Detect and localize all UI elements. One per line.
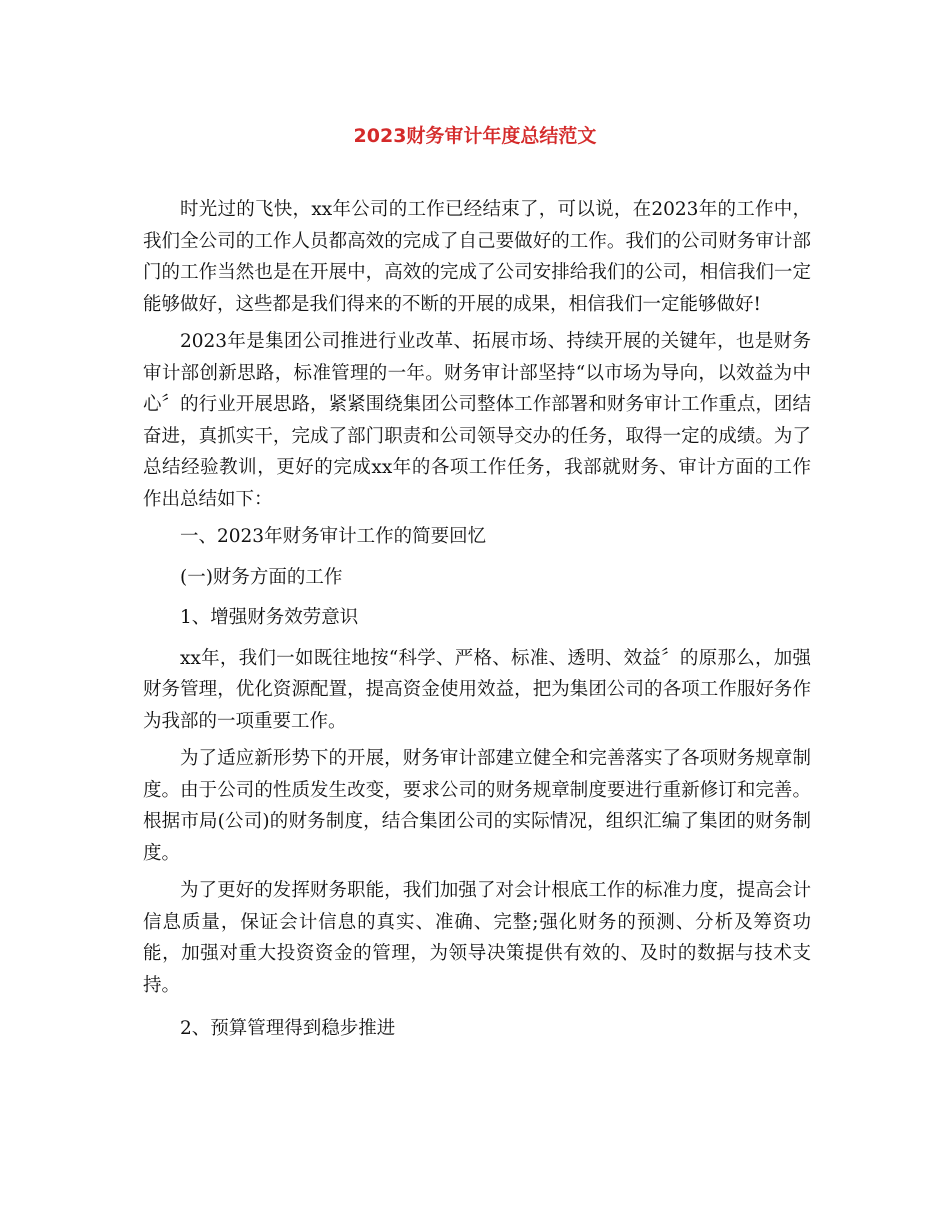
paragraph-regulations: 为了适应新形势下的开展，财务审计部建立健全和完善落实了各项财务规章制度。由于公司的性质发生改变，要求公司的财务规章制度要进行重新修订和完善。根据市局(公司)的财务制度，结合集团公司的实际情况，组织汇编了集团的财务制度。 <box>143 748 811 864</box>
item-heading-budget: 2、预算管理得到稳步推进 <box>180 1018 396 1039</box>
paragraph-overview: 2023年是集团公司推进行业改革、拓展市场、持续开展的关键年，也是财务审计部创新思路，标准管理的一年。财务审计部坚持“以市场为导向，以效益为中心〞的行业开展思路，紧紧围绕集团公司整体工作部署和财务审计工作重点，团结奋进，真抓实干，完成了部门职责和公司领导交办的任务，取得一定的成绩。为了总结经验教训，更好的完成xx年的各项工作任务，我部就财务、审计方面的工作作出总结如下： <box>143 331 811 510</box>
paragraph-intro: 时光过的飞快，xx年公司的工作已经结束了，可以说，在2023年的工作中，我们全公司的工作人员都高效的完成了自己要做好的工作。我们的公司财务审计部门的工作当然也是在开展中，高效的完成了公司安排给我们的公司，相信我们一定能够做好，这些都是我们得来的不断的开展的成果，相信我们一定能够做好! <box>143 199 811 315</box>
document-body <box>143 194 811 1054</box>
paragraph-accounting: 为了更好的发挥财务职能，我们加强了对会计根底工作的标准力度，提高会计信息质量，保证会计信息的真实、准确、完整;强化财务的预测、分析及筹资功能，加强对重大投资资金的管理，为领导决策提供有效的、及时的数据与技术支持。 <box>143 880 811 996</box>
document-title: 2023财务审计年度总结范文 <box>353 125 597 147</box>
item-heading-service: 1、增强财务效劳意识 <box>180 607 359 628</box>
section-heading-review: 一、2023年财务审计工作的简要回忆 <box>180 526 487 547</box>
subsection-heading-finance: (一)财务方面的工作 <box>180 566 343 588</box>
paragraph-service: xx年，我们一如既往地按“科学、严格、标准、透明、效益〞的原那么，加强财务管理，优化资源配置，提高资金使用效益，把为集团公司的各项工作服好务作为我部的一项重要工作。 <box>143 647 811 732</box>
